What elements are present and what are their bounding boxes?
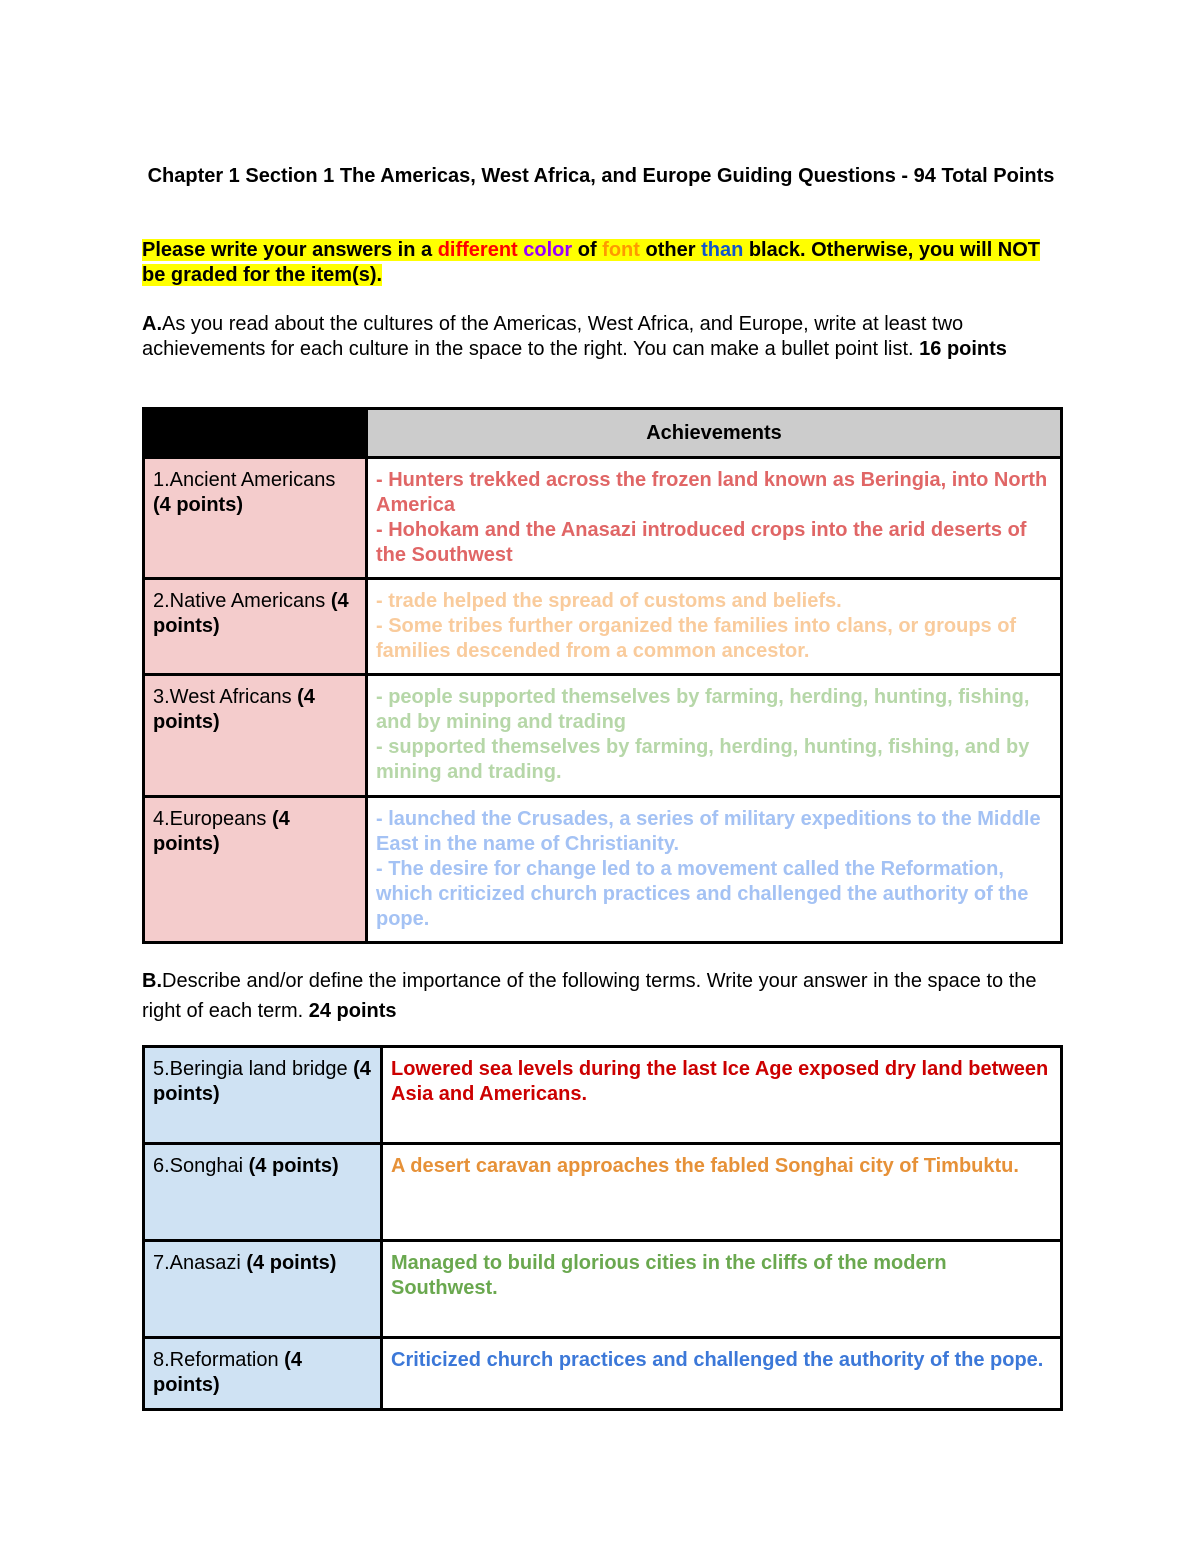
answer-bullet: - Some tribes further organized the families into clans, or groups of families descended from a common ancestor. [376, 615, 1017, 662]
table-row [144, 1144, 1062, 1241]
answer-cell[interactable] [367, 797, 1062, 943]
notice-word-font: font [602, 239, 640, 261]
term-label-cell [144, 1047, 382, 1144]
culture-label: 3.West Africans [153, 686, 298, 708]
section-a-text: As you read about the cultures of the Americas, West Africa, and Europe, write at least two achievements for each culture in the space to the right. You can make a bullet point list. [142, 313, 964, 360]
answer-bullet: - trade helped the spread of customs and beliefs. [376, 590, 842, 612]
notice-word-other: other [639, 239, 702, 261]
achievements-header: Achievements [367, 409, 1062, 458]
notice-word-different: different [437, 239, 518, 261]
section-b-letter: B. [142, 970, 162, 992]
notice-word-of: of [572, 239, 603, 261]
achievements-table [142, 407, 1063, 944]
culture-label-cell [144, 458, 367, 579]
section-b-points: 24 points [308, 1000, 397, 1022]
term-points: (4 points) [248, 1155, 339, 1177]
term-label: 7.Anasazi [153, 1252, 247, 1274]
document-title: Chapter 1 Section 1 The Americas, West Africa, and Europe Guiding Questions - 94 Total Points [147, 165, 1055, 187]
notice-word-color: color [523, 239, 573, 261]
section-a-points: 16 points [919, 338, 1007, 360]
table-row [144, 579, 1062, 675]
culture-label-cell [144, 675, 367, 797]
culture-points: (4 points) [153, 808, 290, 855]
terms-table [142, 1045, 1063, 1411]
table-row [144, 675, 1062, 797]
table-row [144, 1241, 1062, 1338]
answer-bullet: - people supported themselves by farming, herding, hunting, fishing, and by mining and trading [376, 686, 1030, 733]
table-row [144, 1338, 1062, 1410]
answer-bullet: - Hohokam and the Anasazi introduced crops into the arid deserts of the Southwest [376, 519, 1027, 566]
culture-label-cell [144, 797, 367, 943]
answer-cell[interactable]: A desert caravan approaches the fabled Songhai city of Timbuktu. [382, 1144, 1062, 1241]
culture-points: (4 points) [153, 494, 243, 516]
answer-bullet: - The desire for change led to a movement called the Reformation, which criticized church practices and challenged the authority of the pope. [376, 858, 1029, 930]
term-label-cell [144, 1338, 382, 1410]
table-row [144, 797, 1062, 943]
term-label-cell [144, 1241, 382, 1338]
term-label-cell [144, 1144, 382, 1241]
answer-cell[interactable]: Lowered sea levels during the last Ice Age exposed dry land between Asia and Americans. [382, 1047, 1062, 1144]
culture-label: 1.Ancient Americans [153, 469, 336, 491]
instructions-notice [142, 238, 1060, 288]
achievements-header-row [144, 409, 1062, 458]
header-blank-cell [144, 409, 367, 458]
table-row [144, 1047, 1062, 1144]
term-points: (4 points) [246, 1252, 337, 1274]
culture-label-cell [144, 579, 367, 675]
answer-cell[interactable]: Criticized church practices and challenged the authority of the pope. [382, 1338, 1062, 1410]
notice-text-1: Please write your answers in a [142, 239, 438, 261]
section-a-instructions [142, 312, 1060, 362]
answer-cell[interactable]: Managed to build glorious cities in the cliffs of the modern Southwest. [382, 1241, 1062, 1338]
section-a-letter: A. [142, 313, 162, 335]
notice-highlight [142, 239, 1040, 286]
notice-word-than: than [701, 239, 744, 261]
term-label: 5.Beringia land bridge [153, 1058, 354, 1080]
answer-bullet: - Hunters trekked across the frozen land known as Beringia, into North America [376, 469, 1048, 516]
table-row [144, 458, 1062, 579]
answer-cell[interactable] [367, 458, 1062, 579]
term-points: (4 points) [153, 1349, 302, 1396]
culture-points: (4 points) [153, 590, 349, 637]
term-label: 6.Songhai [153, 1155, 249, 1177]
term-label: 8.Reformation [153, 1349, 285, 1371]
culture-label: 4.Europeans [153, 808, 272, 830]
answer-cell[interactable] [367, 675, 1062, 797]
section-b-instructions [142, 966, 1060, 1026]
answer-bullet: - supported themselves by farming, herding, hunting, fishing, and by mining and trading. [376, 736, 1030, 783]
notice-text-rest: black. Otherwise, you will NOT be graded for the item(s). [142, 239, 1041, 286]
answer-bullet: - launched the Crusades, a series of military expeditions to the Middle East in the name of Christianity. [376, 808, 1041, 855]
term-points: (4 points) [153, 1058, 371, 1105]
answer-cell[interactable] [367, 579, 1062, 675]
culture-label: 2.Native Americans [153, 590, 331, 612]
section-b-text: Describe and/or define the importance of the following terms. Write your answer in the space to the right of each term. [142, 970, 1037, 1022]
culture-points: (4 points) [153, 686, 315, 733]
